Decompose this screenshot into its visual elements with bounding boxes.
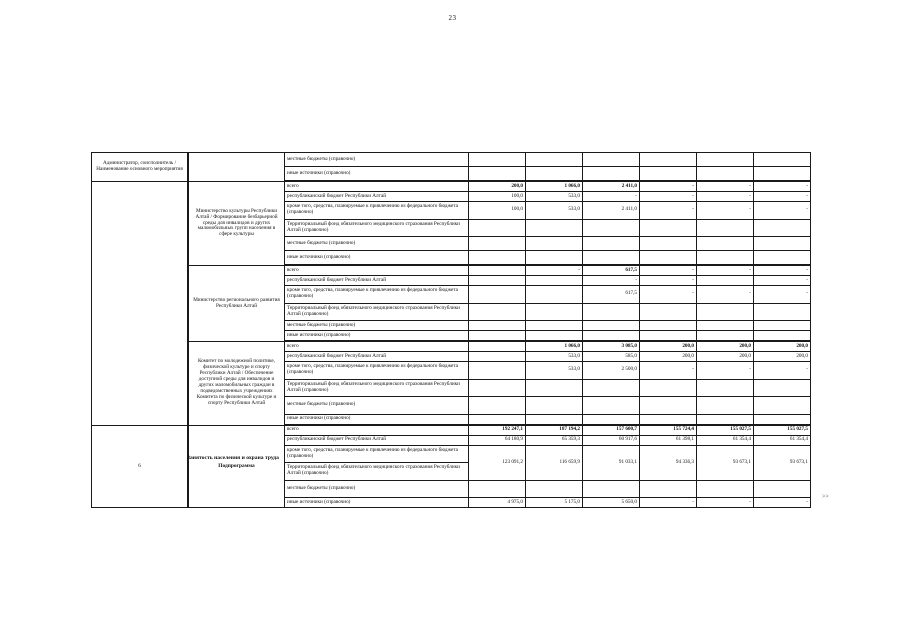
table-row [92,342,811,352]
value-cell: 200,0 [697,342,754,352]
source-label: Территориальный фонд обязательного медицинского страхования Республики Алтай (справочно) [285,379,469,397]
value-cell: - [697,286,754,304]
value-cell: - [697,498,754,508]
value-cell: - [640,362,697,380]
row-number: 6 [92,425,188,508]
value-cell: 1 066,0 [526,182,583,192]
value-cell: - [754,182,811,192]
value-cell: - [754,362,811,380]
table-row [92,153,811,167]
value-cell: 2 411,0 [583,182,640,192]
value-cell: - [583,276,640,286]
value-cell: 65 359,3 [526,435,583,445]
source-label: местные бюджеты (справочно) [285,480,469,498]
source-label: всего [285,425,469,435]
value-cell: - [583,192,640,202]
source-label: кроме того, средства, планируемые к привлечению из федерального бюджета (справочно) [285,202,469,220]
value-cell: 155 027,5 [697,425,754,435]
value-cell: 94 336,3 [640,445,697,480]
source-label: иные источники (справочно) [285,414,469,424]
source-label: местные бюджеты (справочно) [285,321,469,331]
source-label: кроме того, средства, планируемые к привлечению из федерального бюджета (справочно) [285,362,469,380]
value-cell: 533,0 [526,362,583,380]
value-cell: 2 411,0 [583,202,640,220]
value-cell: - [640,276,697,286]
source-label: иные источники (справочно) [285,251,469,265]
value-cell: - [754,286,811,304]
value-cell: 157 600,7 [583,425,640,435]
source-label: Территориальный фонд обязательного медицинского страхования Республики Алтай (справочно) [285,463,469,481]
value-cell: 200,0 [640,342,697,352]
source-label: иные источники (справочно) [285,167,469,181]
source-label: иные источники (справочно) [285,331,469,341]
value-cell: 5 175,0 [526,498,583,508]
value-cell: 116 659,9 [526,445,583,480]
value-cell: 2 500,0 [583,362,640,380]
value-cell: 200,0 [469,182,526,192]
value-cell: 93 673,1 [697,445,754,480]
value-cell: 200,0 [754,342,811,352]
value-cell: 91 033,1 [583,445,640,480]
entity-cell: Комитет по молодежной политике, физической культуре и спорту Республики Алтай / Обеспечение доступной среды для инвалидов и других маломобильных граждан в подведомственных учреждениях Комитета по физической культуре и спорту Республики Алтай [189,342,285,426]
source-label: республиканский бюджет Республики Алтай [285,435,469,445]
source-label: кроме того, средства, планируемые к привлечению из федерального бюджета (справочно) [285,286,469,304]
source-label: всего [285,266,469,276]
table-row [92,182,811,192]
value-cell: 533,0 [526,192,583,202]
source-label: иные источники (справочно) [285,498,469,508]
value-cell: 155 724,4 [640,425,697,435]
value-cell: - [640,182,697,192]
value-cell: 100,0 [469,202,526,220]
table-row [92,266,811,276]
source-label: местные бюджеты (справочно) [285,153,469,167]
value-cell: - [697,182,754,192]
value-cell: 200,0 [697,352,754,362]
value-cell: 61 398,1 [640,435,697,445]
value-cell: - [640,192,697,202]
value-cell: 187 194,2 [526,425,583,435]
source-label: местные бюджеты (справочно) [285,237,469,251]
value-cell: - [697,202,754,220]
value-cell: - [697,192,754,202]
source-label: всего [285,182,469,192]
source-label: республиканский бюджет Республики Алтай [285,192,469,202]
value-cell: - [640,266,697,276]
value-cell: 100,0 [469,192,526,202]
source-label: Территориальный фонд обязательного медицинского страхования Республики Алтай (справочно) [285,303,469,321]
value-cell: 200,0 [754,352,811,362]
subprogram-name: Занятость населения и охрана труда [187,455,279,461]
value-cell: 123 091,2 [469,445,526,480]
source-label: республиканский бюджет Республики Алтай [285,276,469,286]
value-cell: - [754,266,811,276]
value-cell: - [526,266,583,276]
entity-cell: Министерство регионального развития Республики Алтай [189,266,285,342]
subprogram-type: Подпрограмма [189,425,285,508]
value-cell: 61 354,4 [697,435,754,445]
value-cell: 4 975,0 [469,498,526,508]
value-cell: - [754,498,811,508]
table-row [92,425,811,435]
value-cell: 533,0 [526,202,583,220]
value-cell: 533,0 [526,352,583,362]
value-cell: 61 354,4 [754,435,811,445]
value-cell: 585,0 [583,352,640,362]
value-cell: 93 673,1 [754,445,811,480]
value-cell: 192 247,1 [469,425,526,435]
value-cell: 155 027,5 [754,425,811,435]
value-cell: - [754,276,811,286]
source-label: республиканский бюджет Республики Алтай [285,352,469,362]
page-number: 23 [448,14,457,22]
value-cell: 1 066,0 [526,342,583,352]
source-label: кроме того, средства, планируемые к привлечению из федерального бюджета (справочно) [285,445,469,463]
value-cell: - [640,202,697,220]
value-cell: - [697,266,754,276]
entity-cell: Министерство культуры Республики Алтай / Формирование безбарьерной среды для инвалидов и других маломобильных групп населения в сфере культуры [189,182,285,266]
source-label: местные бюджеты (справочно) [285,397,469,415]
value-cell: 5 650,0 [583,498,640,508]
value-cell: 60 917,6 [583,435,640,445]
value-cell: - [640,286,697,304]
entity-cell: Администратор, соисполнитель / Наименование основного мероприятия [92,153,188,182]
value-cell: 64 180,9 [469,435,526,445]
value-cell: - [754,202,811,220]
source-label: всего [285,342,469,352]
source-label: Территориальный фонд обязательного медицинского страхования Республики Алтай (справочно) [285,219,469,237]
value-cell: 617,5 [583,266,640,276]
value-cell: - [697,362,754,380]
value-cell: - [754,192,811,202]
value-cell: 200,0 [640,352,697,362]
value-cell: - [640,498,697,508]
value-cell: 3 085,0 [583,342,640,352]
continuation-mark: >> [822,494,829,500]
value-cell: 617,5 [583,286,640,304]
